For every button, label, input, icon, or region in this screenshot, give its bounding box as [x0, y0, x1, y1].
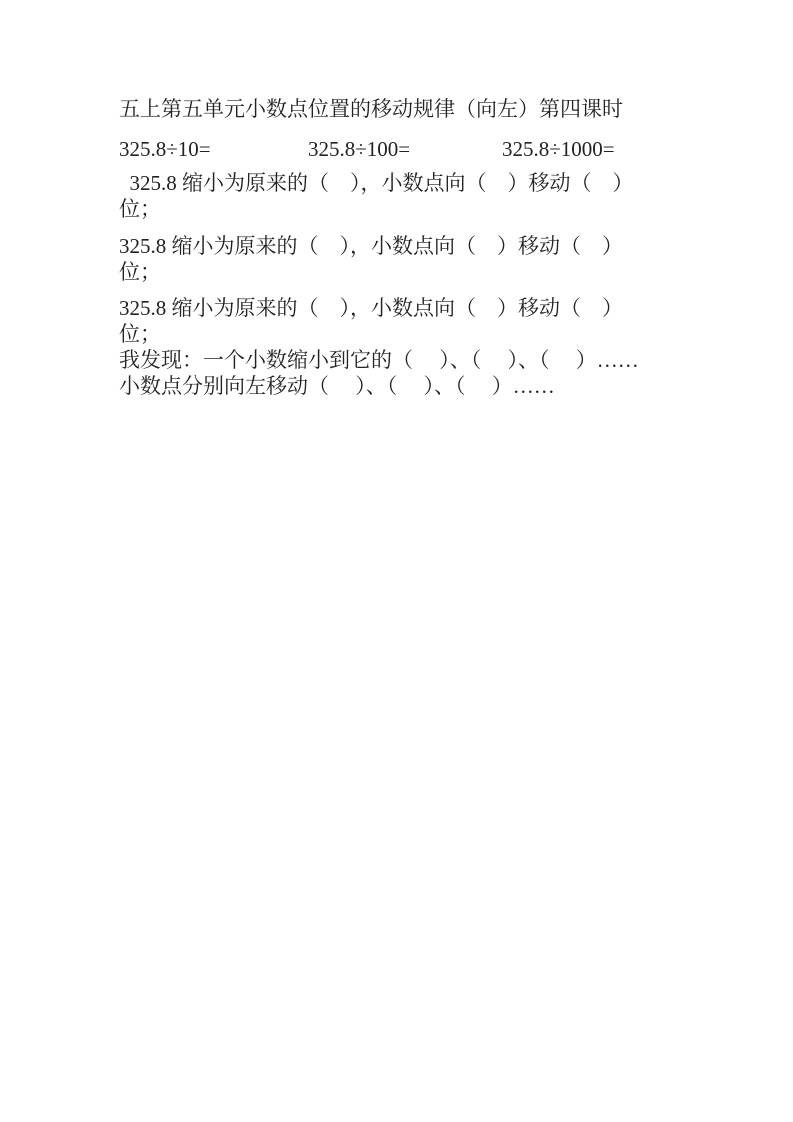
- worksheet-title: 五上第五单元小数点位置的移动规律（向左）第四课时: [119, 97, 623, 121]
- summary-line-1: 我发现：一个小数缩小到它的（ ）、（ ）、（ ）……: [119, 348, 639, 372]
- fill-in-item-2-line-1: 325.8 缩小为原来的（ ），小数点向（ ）移动（ ）: [119, 234, 623, 258]
- equation-divide-by-1000: 325.8÷1000=: [502, 137, 615, 161]
- fill-in-item-3-line-1: 325.8 缩小为原来的（ ），小数点向（ ）移动（ ）: [119, 296, 623, 320]
- summary-line-2: 小数点分别向左移动（ ）、（ ）、（ ）……: [119, 374, 555, 398]
- equation-divide-by-10: 325.8÷10=: [119, 137, 211, 161]
- fill-in-item-3-line-2: 位；: [119, 322, 161, 346]
- equations-row: [119, 136, 739, 162]
- summary-paragraph: [119, 347, 759, 399]
- fill-in-item-1-line-1: 325.8 缩小为原来的（ ），小数点向（ ）移动（ ）: [119, 171, 634, 195]
- fill-in-item-1: [119, 170, 759, 222]
- fill-in-item-1-line-2: 位；: [119, 197, 161, 221]
- fill-in-item-2: [119, 233, 759, 285]
- equation-divide-by-100: 325.8÷100=: [308, 137, 411, 161]
- fill-in-item-3: [119, 295, 759, 347]
- fill-in-item-2-line-2: 位；: [119, 260, 161, 284]
